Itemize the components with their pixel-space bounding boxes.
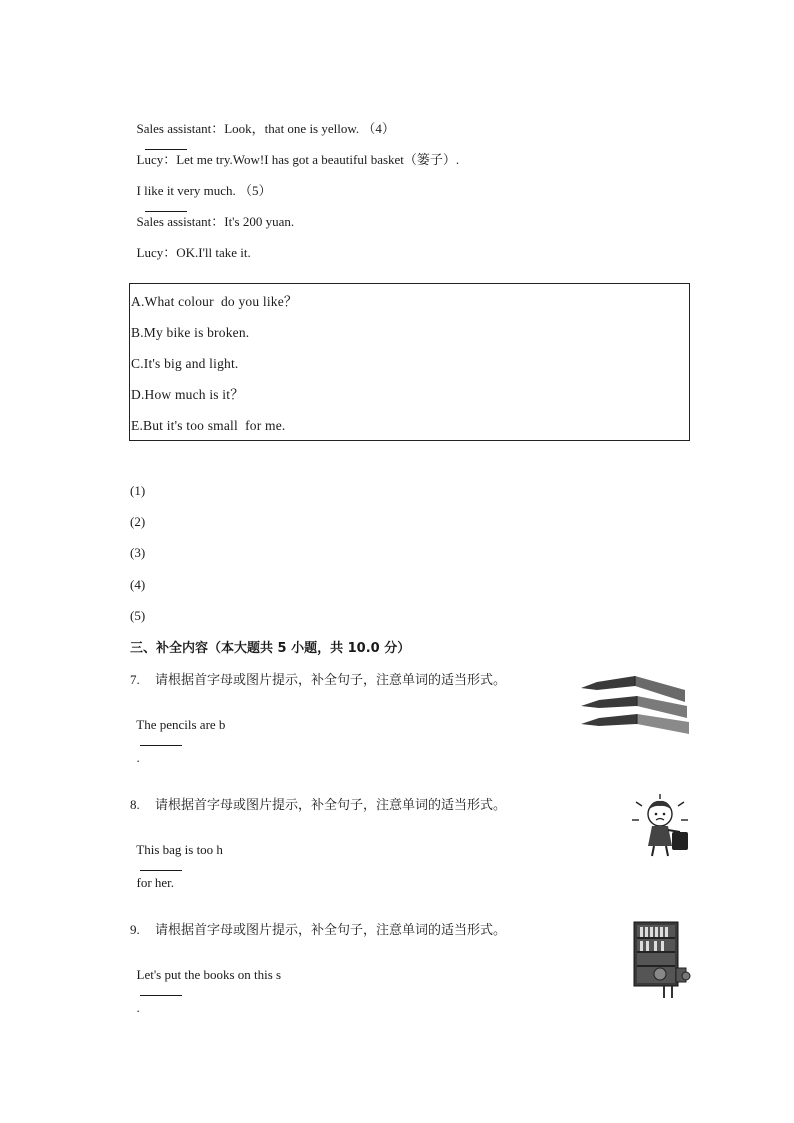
question-7-sentence [130, 701, 225, 766]
section-title: 三、补全内容（本大题共 5 小题，共 10.0 分） [130, 641, 411, 656]
question-instruction: 请根据首字母或图片提示，补全句子，注意单词的适当形式。 [155, 673, 507, 688]
question-number: 9. [130, 922, 140, 937]
dialogue-text: Lucy：OK.I'll take it. [136, 245, 251, 260]
question-9-instruction [130, 919, 506, 938]
sentence-start: The pencils are b [136, 717, 226, 732]
dialogue-text: Sales assistant：It's 200 yuan. [136, 214, 295, 229]
dialogue-line-5 [130, 229, 251, 261]
options-box [129, 283, 690, 441]
answer-slot-2[interactable]: (2) [130, 514, 146, 529]
question-8-sentence [130, 826, 223, 891]
sentence-end: for her. [136, 875, 175, 890]
answer-slot-5[interactable]: (5) [130, 608, 146, 623]
bookshelf-icon [628, 918, 694, 1000]
answer-slot-4[interactable]: (4) [130, 577, 146, 592]
answer-slot-3[interactable]: (3) [130, 545, 146, 560]
sentence-start: Let's put the books on this s [136, 967, 282, 982]
answer-slot-1[interactable]: (1) [130, 483, 146, 498]
option-e: E.But it's too small for me. [131, 418, 286, 433]
answer-blank[interactable] [140, 858, 182, 871]
sentence-start: This bag is too h [136, 842, 223, 857]
option-d: D.How much is it？ [131, 387, 244, 402]
answer-blank[interactable] [140, 983, 182, 996]
answer-blank[interactable] [140, 733, 182, 746]
girl-carrying-bag-icon [628, 792, 694, 860]
dialogue-text: Lucy：Let me try.Wow!I has got a beautiful basket（篓子）. [136, 152, 460, 167]
dialogue-text: Sales assistant：Look，that one is yellow. （4） [136, 121, 395, 136]
sentence-end: . [136, 750, 140, 765]
option-a: A.What colour do you like？ [131, 294, 298, 309]
pencils-icon [577, 668, 691, 736]
question-9-sentence [130, 951, 281, 1016]
question-instruction: 请根据首字母或图片提示，补全句子，注意单词的适当形式。 [155, 798, 507, 813]
question-8-instruction [130, 794, 506, 813]
sentence-end: . [136, 1000, 140, 1015]
question-number: 8. [130, 797, 140, 812]
option-b: B.My bike is broken. [131, 325, 250, 340]
question-instruction: 请根据首字母或图片提示，补全句子，注意单词的适当形式。 [155, 923, 507, 938]
question-number: 7. [130, 672, 140, 687]
dialogue-line-4 [130, 198, 294, 230]
question-7-instruction [130, 669, 506, 688]
dialogue-line-2 [130, 136, 459, 168]
option-c: C.It's big and light. [131, 356, 239, 371]
dialogue-text: I like it very much. （5） [136, 183, 272, 198]
